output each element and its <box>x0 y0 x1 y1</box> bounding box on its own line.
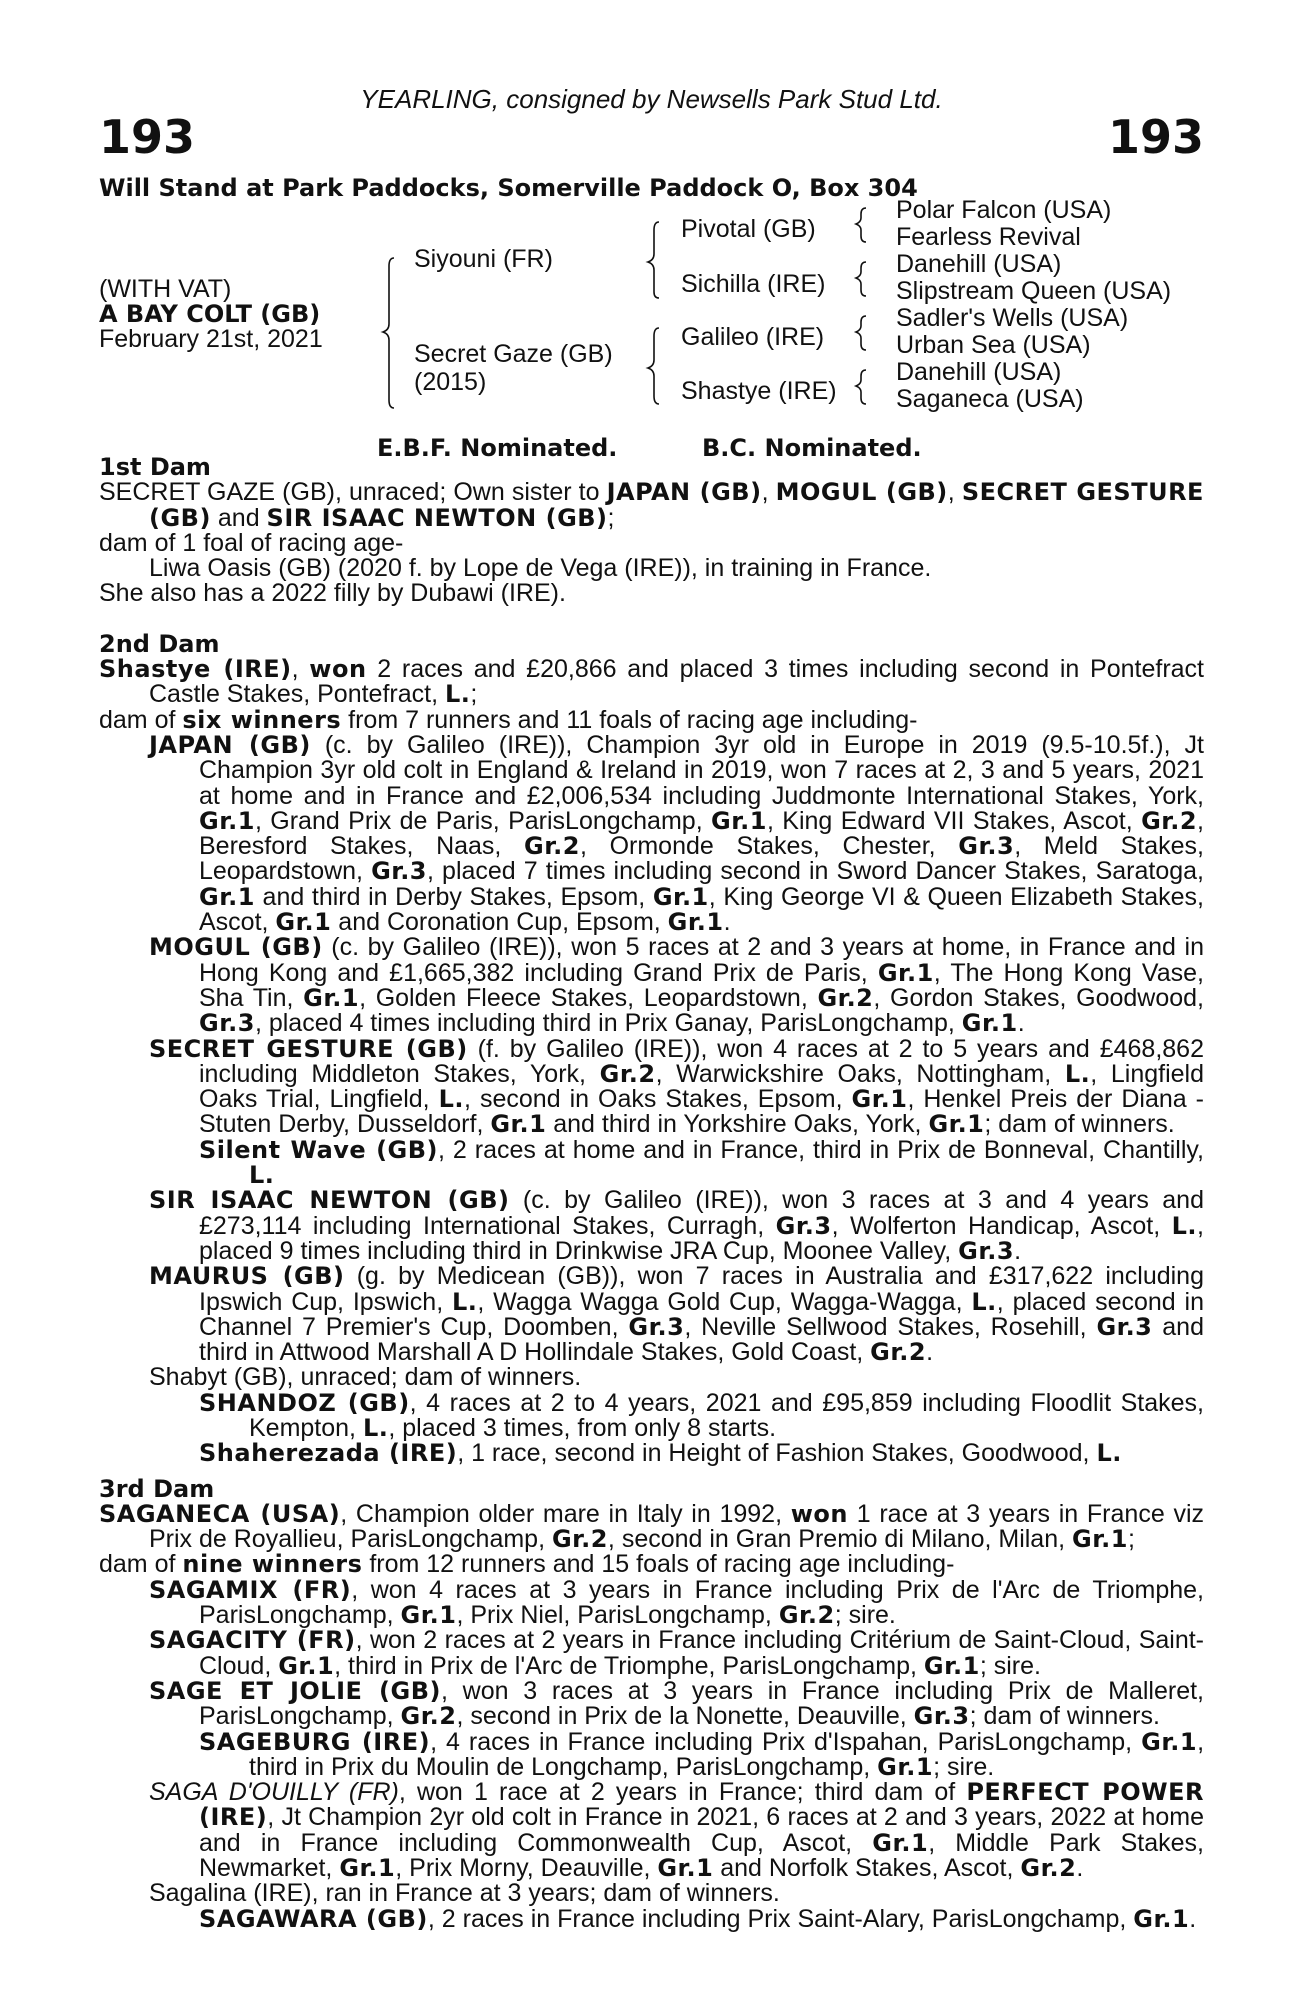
race-grade: Gr.1 <box>667 908 724 937</box>
sir-isaac-newton-entry <box>99 1188 1204 1264</box>
race-grade: Gr.1 <box>400 1601 457 1630</box>
ancestor-3: Danehill (USA) <box>896 250 1062 278</box>
race-grade: Gr.1 <box>1141 1727 1198 1756</box>
text: ; dam of winners. <box>969 1702 1160 1731</box>
dam-year: (2015) <box>414 368 487 396</box>
text: , won 1 race at 2 years in France; third dam of <box>398 1778 967 1807</box>
text: , third in Prix de l'Arc de Triomphe, ParisLongchamp, <box>334 1651 924 1680</box>
text: . <box>1189 1904 1197 1933</box>
text: , third in Prix du Moulin de Longchamp, ParisLongchamp, <box>249 1727 1205 1781</box>
horse-name: JAPAN (GB) <box>606 478 762 507</box>
text: ; <box>1127 1525 1135 1554</box>
text: from 12 runners and 15 foals of racing age including- <box>362 1550 955 1579</box>
race-grade: Gr.1 <box>877 958 934 987</box>
text: , placed 9 times including third in Drinkwise JRA Cup, Moonee Valley, <box>199 1211 1204 1265</box>
horse-name: SAGEBURG (IRE) <box>199 1727 431 1756</box>
race-grade: Gr.3 <box>775 1211 832 1240</box>
text: , King Edward VII Stakes, Ascot, <box>766 806 1142 835</box>
text: and third in Yorkshire Oaks, York, <box>546 1110 929 1139</box>
race-grade: L. <box>971 1287 997 1316</box>
race-grade: Gr.2 <box>551 1525 608 1554</box>
race-grade: Gr.2 <box>778 1601 835 1630</box>
text: , <box>947 478 962 507</box>
text: ; <box>607 503 615 532</box>
sage-et-jolie-entry <box>99 1676 1204 1731</box>
text: . <box>1076 1854 1084 1883</box>
race-grade: L. <box>1064 1059 1091 1088</box>
sire-dam: Sichilla (IRE) <box>681 270 826 298</box>
horse-name: Shastye (IRE) <box>99 655 292 684</box>
text: won <box>309 655 367 684</box>
race-grade: Gr.1 <box>199 806 255 835</box>
text: (c. by Galileo (IRE)), won 3 races at 3 and 4 years and £273,114 including International Stakes, Curragh, <box>199 1186 1204 1240</box>
text: , Prix Niel, ParisLongchamp, <box>456 1601 779 1630</box>
race-grade: Gr.1 <box>928 1110 985 1139</box>
saganeca-entry <box>99 1499 1204 1554</box>
horse-name: MOGUL (GB) <box>775 478 948 507</box>
sire-name: Siyouni (FR) <box>414 245 553 273</box>
text: , 2 races at home and in France, third in Prix de Bonneval, Chantilly, <box>438 1135 1204 1164</box>
race-grade: Gr.1 <box>303 983 360 1012</box>
bc-nomination: B.C. Nominated. <box>702 434 922 462</box>
race-grade: Gr.1 <box>877 1752 934 1781</box>
horse-name: SIR ISAAC NEWTON (GB) <box>149 1186 510 1215</box>
horse-name: SAGA D'OUILLY (FR) <box>149 1778 399 1807</box>
horse-name: MAURUS (GB) <box>149 1262 345 1291</box>
text: , Jt Champion 2yr old colt in France in 2021, 6 races at 2 and 3 years, 2022 at home and in France including Commonwealth Cup, Ascot, <box>199 1803 1204 1857</box>
race-grade: Gr.1 <box>275 908 332 937</box>
race-grade: L. <box>1171 1211 1198 1240</box>
dam-name: Secret Gaze (GB) <box>414 340 613 368</box>
text: and <box>210 503 267 532</box>
text: ; dam of winners. <box>984 1110 1175 1139</box>
text: ; sire. <box>834 1601 896 1630</box>
text: , 2 races in France including Prix Saint-Alary, ParisLongchamp, <box>427 1904 1134 1933</box>
text: from 7 runners and 11 foals of racing age including- <box>341 705 918 734</box>
text: and third in Attwood Marshall A D Hollindale Stakes, Gold Coast, <box>199 1312 1204 1367</box>
text: (c. by Galileo (IRE)), won 5 races at 2 and 3 years at home, in France and in Hong Kong and £1,665,382 including Grand Prix de Paris, <box>199 933 1204 987</box>
race-grade: Gr.2 <box>524 832 580 861</box>
race-grade: L. <box>249 1161 275 1190</box>
text: SECRET GAZE (GB), unraced; Own sister to <box>99 478 607 507</box>
foaling-date: February 21st, 2021 <box>99 325 323 353</box>
text: 1 race at 3 years in France viz Prix de Royallieu, ParisLongchamp, <box>149 1499 1204 1554</box>
sagacity-entry <box>99 1628 1204 1679</box>
text: , placed 3 times, from only 8 starts. <box>388 1413 777 1442</box>
vat-note: (WITH VAT) <box>99 275 232 303</box>
text: , Middle Park Stakes, Newmarket, <box>199 1828 1204 1883</box>
horse-name: Shaherezada (IRE) <box>199 1439 458 1468</box>
text: , Golden Fleece Stakes, Leopardstown, <box>359 983 818 1012</box>
catalogue-text <box>99 455 1204 1932</box>
shabyt-entry: Shabyt (GB), unraced; dam of winners. <box>149 1363 582 1392</box>
text: . <box>1017 1009 1025 1038</box>
ancestor-8: Saganeca (USA) <box>896 385 1084 413</box>
race-grade: Gr.3 <box>913 1702 970 1731</box>
text: , Henkel Preis der Diana - Stuten Derby, Dusseldorf, <box>199 1085 1204 1139</box>
race-grade: Gr.1 <box>851 1085 908 1114</box>
text: , 4 races at 2 to 4 years, 2021 and £95,859 including Floodlit Stakes, Kempton, <box>249 1388 1204 1442</box>
text: , Beresford Stakes, Naas, <box>199 806 1204 861</box>
text: , won 3 races at 3 years in France including Prix de Malleret, ParisLongchamp, <box>199 1676 1204 1731</box>
text: . <box>926 1338 934 1367</box>
shandoz-entry <box>99 1388 1204 1442</box>
ancestor-1: Polar Falcon (USA) <box>896 196 1112 224</box>
text: , Grand Prix de Paris, ParisLongchamp, <box>254 806 712 835</box>
race-grade: Gr.3 <box>199 1009 255 1038</box>
text: , won 2 races at 2 years in France including Critérium de Saint-Cloud, Saint-Cloud, <box>199 1626 1205 1680</box>
race-grade: L. <box>438 1085 465 1114</box>
horse-name: SAGANECA (USA) <box>99 1499 341 1528</box>
race-grade: Gr.1 <box>923 1651 980 1680</box>
text: six winners <box>182 705 342 734</box>
silent-wave-entry <box>99 1135 1204 1190</box>
shastye-damof <box>99 705 1204 734</box>
text: , Prix Morny, Deauville, <box>395 1854 658 1883</box>
text: (f. by Galileo (IRE)), won 4 races at 2 to 5 years and £468,862 including Middleton Stakes, York, <box>199 1034 1204 1088</box>
text: , <box>291 655 310 684</box>
stand-location: Will Stand at Park Paddocks, Somerville Paddock O, Box 304 <box>99 174 918 202</box>
horse-name: SECRET GESTURE (GB) <box>149 478 1204 532</box>
race-grade: Gr.3 <box>958 1236 1015 1265</box>
race-grade: Gr.3 <box>628 1312 685 1341</box>
text: , Gordon Stakes, Goodwood, <box>873 983 1205 1012</box>
race-grade: Gr.3 <box>958 832 1015 861</box>
text: and third in Derby Stakes, Epsom, <box>254 882 653 911</box>
race-grade: Gr.3 <box>371 857 428 886</box>
sagalina-entry: Sagalina (IRE), ran in France at 3 years; dam of winners. <box>149 1879 780 1908</box>
race-grade: Gr.1 <box>199 882 255 911</box>
ancestor-5: Sadler's Wells (USA) <box>896 304 1129 332</box>
dam-dam: Shastye (IRE) <box>681 377 837 405</box>
text: , <box>761 478 776 507</box>
text: (g. by Medicean (GB)), won 7 races in Australia and £317,622 including Ipswich Cup, Ipswich, <box>199 1262 1204 1316</box>
ancestor-4: Slipstream Queen (USA) <box>896 277 1172 305</box>
race-grade: Gr.1 <box>278 1651 335 1680</box>
second-dam-heading: 2nd Dam <box>99 629 220 658</box>
race-grade: Gr.2 <box>400 1702 457 1731</box>
race-grade: Gr.3 <box>1096 1312 1153 1341</box>
race-grade: Gr.1 <box>711 806 767 835</box>
horse-name: SHANDOZ (GB) <box>199 1388 410 1417</box>
race-grade: Gr.1 <box>490 1110 547 1139</box>
horse-name: JAPAN (GB) <box>149 730 311 759</box>
text: , Wolferton Handicap, Ascot, <box>831 1211 1172 1240</box>
ebf-nomination: E.B.F. Nominated. <box>377 434 618 462</box>
first-dam-foals: dam of 1 foal of racing age- <box>99 528 404 557</box>
text: and Coronation Cup, Epsom, <box>331 908 668 937</box>
race-grade: Gr.1 <box>652 882 709 911</box>
secret-gesture-entry <box>99 1034 1204 1139</box>
first-dam-progeny: Liwa Oasis (GB) (2020 f. by Lope de Vega (IRE)), in training in France. <box>149 554 932 583</box>
text: , Meld Stakes, Leopardstown, <box>199 832 1205 886</box>
text: , placed second in Channel 7 Premier's Cup, Doomben, <box>199 1287 1204 1341</box>
sagamix-entry <box>99 1575 1205 1630</box>
text: won <box>790 1499 848 1528</box>
horse-name: SAGE ET JOLIE (GB) <box>149 1676 441 1705</box>
ancestor-7: Danehill (USA) <box>896 358 1062 386</box>
horse-name: SAGAWARA (GB) <box>199 1904 428 1933</box>
race-grade: Gr.2 <box>817 983 874 1012</box>
sageburg-entry <box>99 1727 1205 1781</box>
text: , King George VI & Queen Elizabeth Stakes, Ascot, <box>199 882 1204 937</box>
horse-name: Silent Wave (GB) <box>199 1135 438 1164</box>
horse-name: PERFECT POWER (IRE) <box>199 1778 1204 1832</box>
first-dam-note: She also has a 2022 filly by Dubawi (IRE). <box>99 579 566 608</box>
first-dam-para <box>99 480 1204 531</box>
text: , placed 4 times including third in Prix Ganay, ParisLongchamp, <box>254 1009 962 1038</box>
shaherezada-entry <box>99 1441 1204 1466</box>
ancestor-6: Urban Sea (USA) <box>896 331 1091 359</box>
horse-name: SAGAMIX (FR) <box>149 1575 352 1604</box>
sagawara-entry <box>99 1904 1204 1933</box>
text: , second in Prix de la Nonette, Deauville, <box>456 1702 914 1731</box>
dam-sire: Galileo (IRE) <box>681 323 825 351</box>
text: , Neville Sellwood Stakes, Rosehill, <box>684 1312 1097 1341</box>
text: nine winners <box>182 1550 363 1579</box>
race-grade: L. <box>362 1413 389 1442</box>
text: 2 races and £20,866 and placed 3 times including second in Pontefract Castle Stakes, Pontefract, <box>149 655 1205 709</box>
text: , placed 7 times including second in Sword Dancer Stakes, Saratoga, <box>427 857 1204 886</box>
saga-douilly-entry <box>99 1780 1204 1881</box>
text: , Wagga Wagga Gold Cup, Wagga-Wagga, <box>477 1287 972 1316</box>
text: , The Hong Kong Vase, Sha Tin, <box>199 958 1204 1012</box>
horse-name: SECRET GESTURE (GB) <box>149 1034 468 1063</box>
race-grade: Gr.1 <box>1072 1525 1128 1554</box>
ancestor-2: Fearless Revival <box>896 223 1081 251</box>
text: ; sire. <box>979 1651 1041 1680</box>
text: , second in Gran Premio di Milano, Milan, <box>607 1525 1073 1554</box>
text: . <box>1014 1236 1022 1265</box>
horse-name: MOGUL (GB) <box>149 933 323 962</box>
text: , Champion older mare in Italy in 1992, <box>340 1499 791 1528</box>
first-dam-heading: 1st Dam <box>99 453 211 481</box>
race-grade: Gr.2 <box>870 1338 927 1367</box>
text: (c. by Galileo (IRE)), Champion 3yr old in Europe in 2019 (9.5-10.5f.), Jt Champion 3yr old colt in England & Ireland in 2019, won 7 races at 2, 3 and 5 years, 2021 at home and in France and £2,006,534 including Juddmonte International Stakes, York, <box>199 730 1204 810</box>
horse-name: SIR ISAAC NEWTON (GB) <box>266 503 608 532</box>
race-grade: L. <box>444 680 471 709</box>
race-grade: Gr.2 <box>1141 806 1198 835</box>
text: , Warwickshire Oaks, Nottingham, <box>655 1059 1065 1088</box>
third-dam-heading: 3rd Dam <box>99 1474 215 1503</box>
text: , won 4 races at 3 years in France including Prix de l'Arc de Triomphe, ParisLongchamp, <box>199 1575 1205 1630</box>
maurus-entry <box>99 1264 1204 1365</box>
shastye-entry <box>99 657 1204 708</box>
text: dam of <box>99 705 183 734</box>
text: . <box>723 908 731 937</box>
text: , 1 race, second in Height of Fashion Stakes, Goodwood, <box>457 1439 1097 1468</box>
race-grade: Gr.1 <box>872 1828 929 1857</box>
race-grade: Gr.1 <box>339 1854 396 1883</box>
text: ; <box>470 680 478 709</box>
race-grade: Gr.2 <box>599 1059 656 1088</box>
race-grade: Gr.1 <box>657 1854 714 1883</box>
mogul-entry <box>99 935 1204 1036</box>
race-grade: L. <box>451 1287 478 1316</box>
race-grade: L. <box>1096 1439 1122 1468</box>
text: , second in Oaks Stakes, Epsom, <box>464 1085 852 1114</box>
saganeca-damof <box>99 1552 1204 1577</box>
horse-name: SAGACITY (FR) <box>149 1626 356 1655</box>
race-grade: Gr.1 <box>961 1009 1018 1038</box>
text: dam of <box>99 1550 183 1579</box>
race-grade: Gr.1 <box>1133 1904 1190 1933</box>
text: , Lingfield Oaks Trial, Lingfield, <box>199 1059 1204 1114</box>
text: ; sire. <box>933 1752 995 1781</box>
pedigree-table <box>99 196 1204 430</box>
race-grade: Gr.2 <box>1020 1854 1077 1883</box>
japan-entry <box>99 730 1205 937</box>
lot-number-right: 193 <box>1107 110 1204 164</box>
text: , 4 races in France including Prix d'Ispahan, ParisLongchamp, <box>430 1727 1142 1756</box>
text: , Ormonde Stakes, Chester, <box>579 832 959 861</box>
horse-description: A BAY COLT (GB) <box>99 300 321 328</box>
lot-number-left: 193 <box>99 110 196 164</box>
text: and Norfolk Stakes, Ascot, <box>713 1854 1021 1883</box>
consignor-line: YEARLING, consigned by Newsells Park Stud Ltd. <box>360 84 943 114</box>
sire-sire: Pivotal (GB) <box>681 215 816 243</box>
